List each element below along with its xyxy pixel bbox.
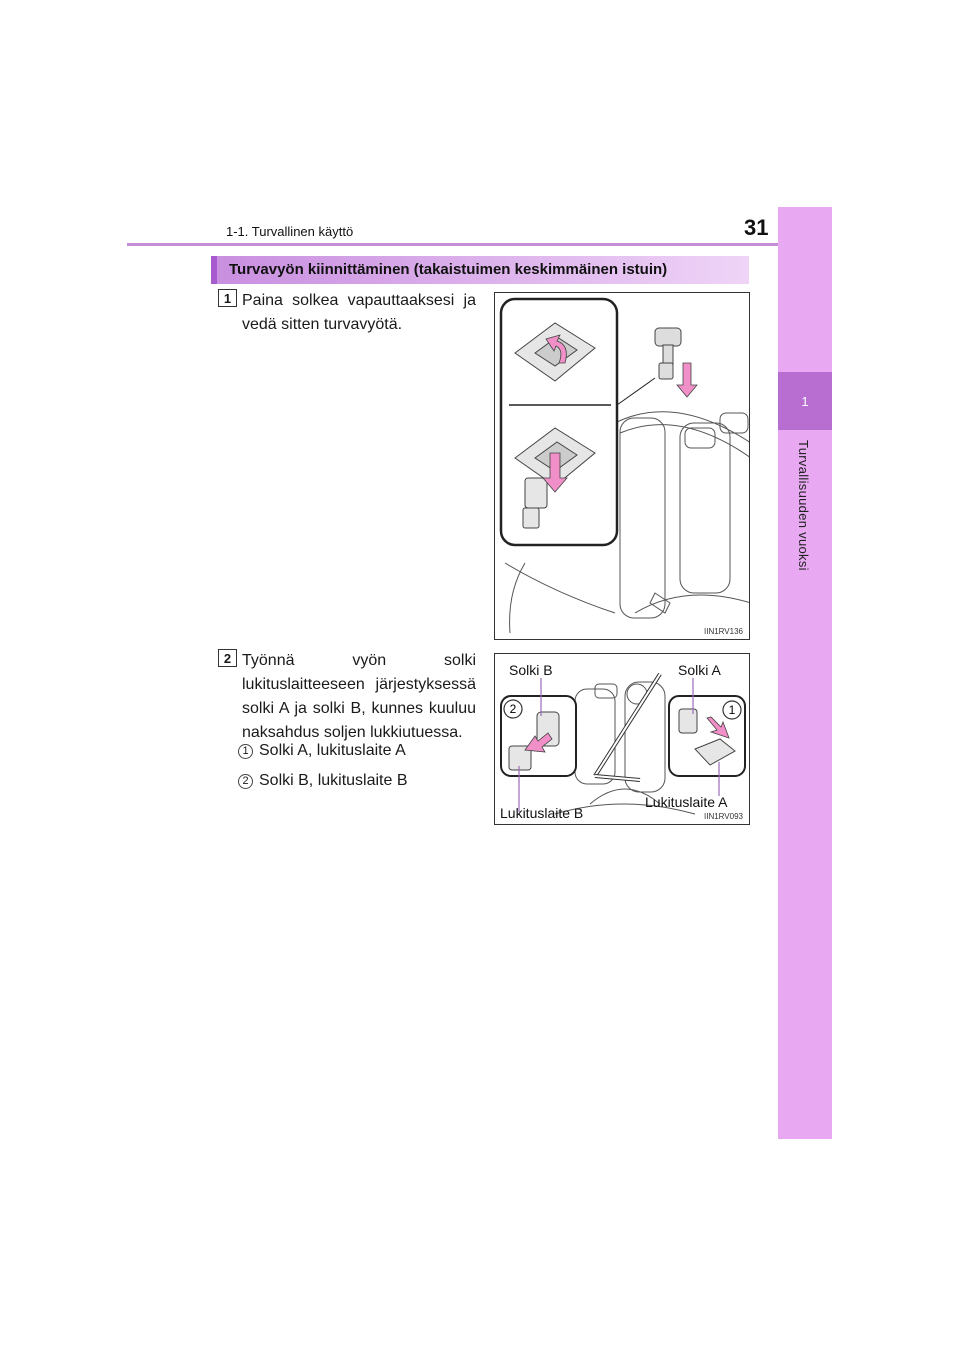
sub-item-buckle-b [238,772,408,790]
sub-item-text: Solki B, lukituslaite B [259,772,408,789]
figure-code: IIN1RV093 [704,812,743,821]
section-title: 1-1. Turvallinen käyttö [226,224,354,239]
sub-item-marker: 2 [238,774,253,789]
step-1-marker: 1 [218,289,237,307]
page-number: 31 [744,215,769,240]
marker-right: 1 [728,703,736,717]
chapter-sidebar [778,207,832,1139]
section-heading-text: Turvavyön kiinnittäminen (takaistuimen keskimmäinen istuin) [229,261,668,278]
figure-code: IIN1RV136 [704,627,743,636]
chapter-tab-number: 1 [801,394,809,409]
figure-buckle-release [494,292,750,640]
sub-item-marker: 1 [238,744,253,759]
header-divider [127,243,832,246]
callout-buckle-a: Solki A [678,662,721,678]
sub-item-buckle-a [238,742,406,760]
marker-left: 2 [509,702,517,716]
chapter-tab[interactable] [778,372,832,430]
step-2-marker: 2 [218,649,237,667]
section-heading [211,256,749,284]
sub-item-text: Solki A, lukituslaite A [259,742,406,759]
step-1-text: Paina solkea vapauttaaksesi ja vedä sitten turvavyötä. [242,292,476,333]
step-2-text: Työnnä vyön solki lukituslaitteeseen järjestyksessä solki A ja solki B, kunnes kuuluu naksahdus soljen lukkiutuessa. [242,652,476,741]
figure-buckle-insert [494,653,750,825]
callout-lock-b: Lukituslaite B [500,805,584,821]
buckle-release-illustration [495,293,750,640]
chapter-label: Turvallisuuden vuoksi [796,440,811,571]
callout-lock-a: Lukituslaite A [645,794,728,810]
callout-buckle-b: Solki B [509,662,553,678]
